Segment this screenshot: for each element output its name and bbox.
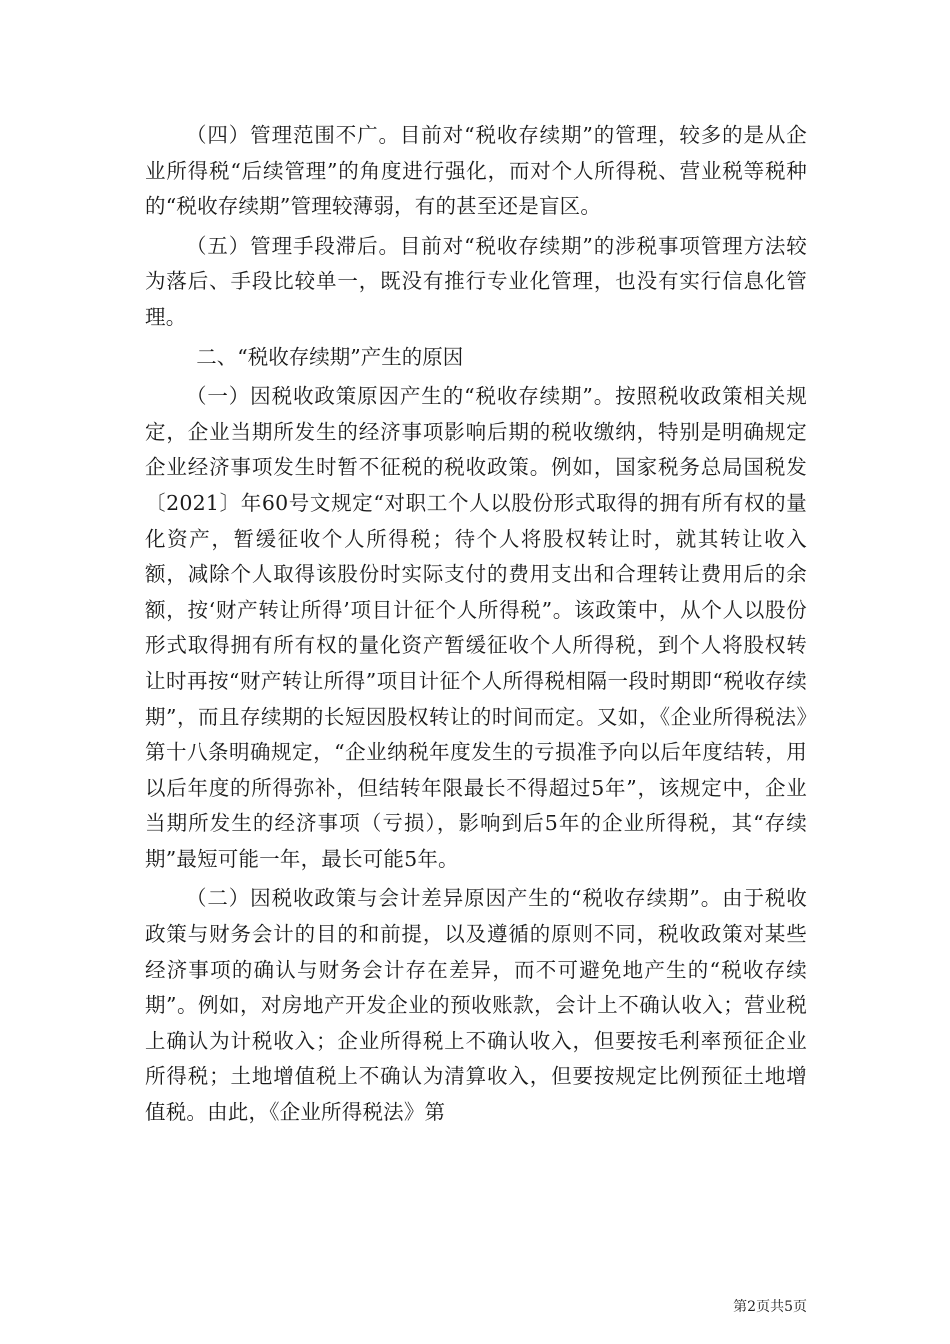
page-number-footer: 第2页共5页 <box>733 1299 807 1315</box>
paragraph-accounting-differences: （二）因税收政策与会计差异原因产生的“税收存续期”。由于税收政策与财务会计的目的和前提，以及遵循的原则不同，税收政策对某些经济事项的确认与财务会计存在差异，而不可避免地产生的“税收存续期”。例如，对房地产开发企业的预收账款，会计上不确认收入；营业税上确认为计税收入；企业所得税上不确认收入，但要按毛利率预征企业所得税；土地增值税上不确认为清算收入，但要按规定比例预征土地增值税。由此，《企业所得税法》第 <box>145 886 807 1125</box>
paragraph-management-scope: （四）管理范围不广。目前对“税收存续期”的管理，较多的是从企业所得税“后续管理”的角度进行强化，而对个人所得税、营业税等税种的“税收存续期”管理较薄弱，有的甚至还是盲区。 <box>145 123 807 219</box>
section-heading-causes: 二、“税收存续期”产生的原因 <box>196 344 464 369</box>
paragraph-management-methods: （五）管理手段滞后。目前对“税收存续期”的涉税事项管理方法较为落后、手段比较单一，既没有推行专业化管理，也没有实行信息化管理。 <box>145 233 807 329</box>
paragraph-policy-causes: （一）因税收政策原因产生的“税收存续期”。按照税收政策相关规定，企业当期所发生的经济事项影响后期的税收缴纳，特别是明确规定企业经济事项发生时暂不征税的税收政策。例如，国家税务总局国税发〔2021〕年60号文规定“对职工个人以股份形式取得的拥有所有权的量化资产，暂缓征收个人所得税；待个人将股权转让时，就其转让收入额，减除个人取得该股份时实际支付的费用支出和合理转让费用后的余额，按‘财产转让所得’项目计征个人所得税”。该政策中，从个人以股份形式取得拥有所有权的量化资产暂缓征收个人所得税，到个人将股权转让时再按“财产转让所得”项目计征个人所得税相隔一段时期即“税收存续期”，而且存续期的长短因股权转让的时间而定。又如，《企业所得税法》第十八条明确规定，“企业纳税年度发生的亏损准予向以后年度结转，用以后年度的所得弥补，但结转年限最长不得超过5年”，该规定中，企业当期所发生的经济事项（亏损），影响到后5年的企业所得税，其“存续期”最短可能一年，最长可能5年。 <box>145 384 807 871</box>
document-body <box>145 118 807 1131</box>
